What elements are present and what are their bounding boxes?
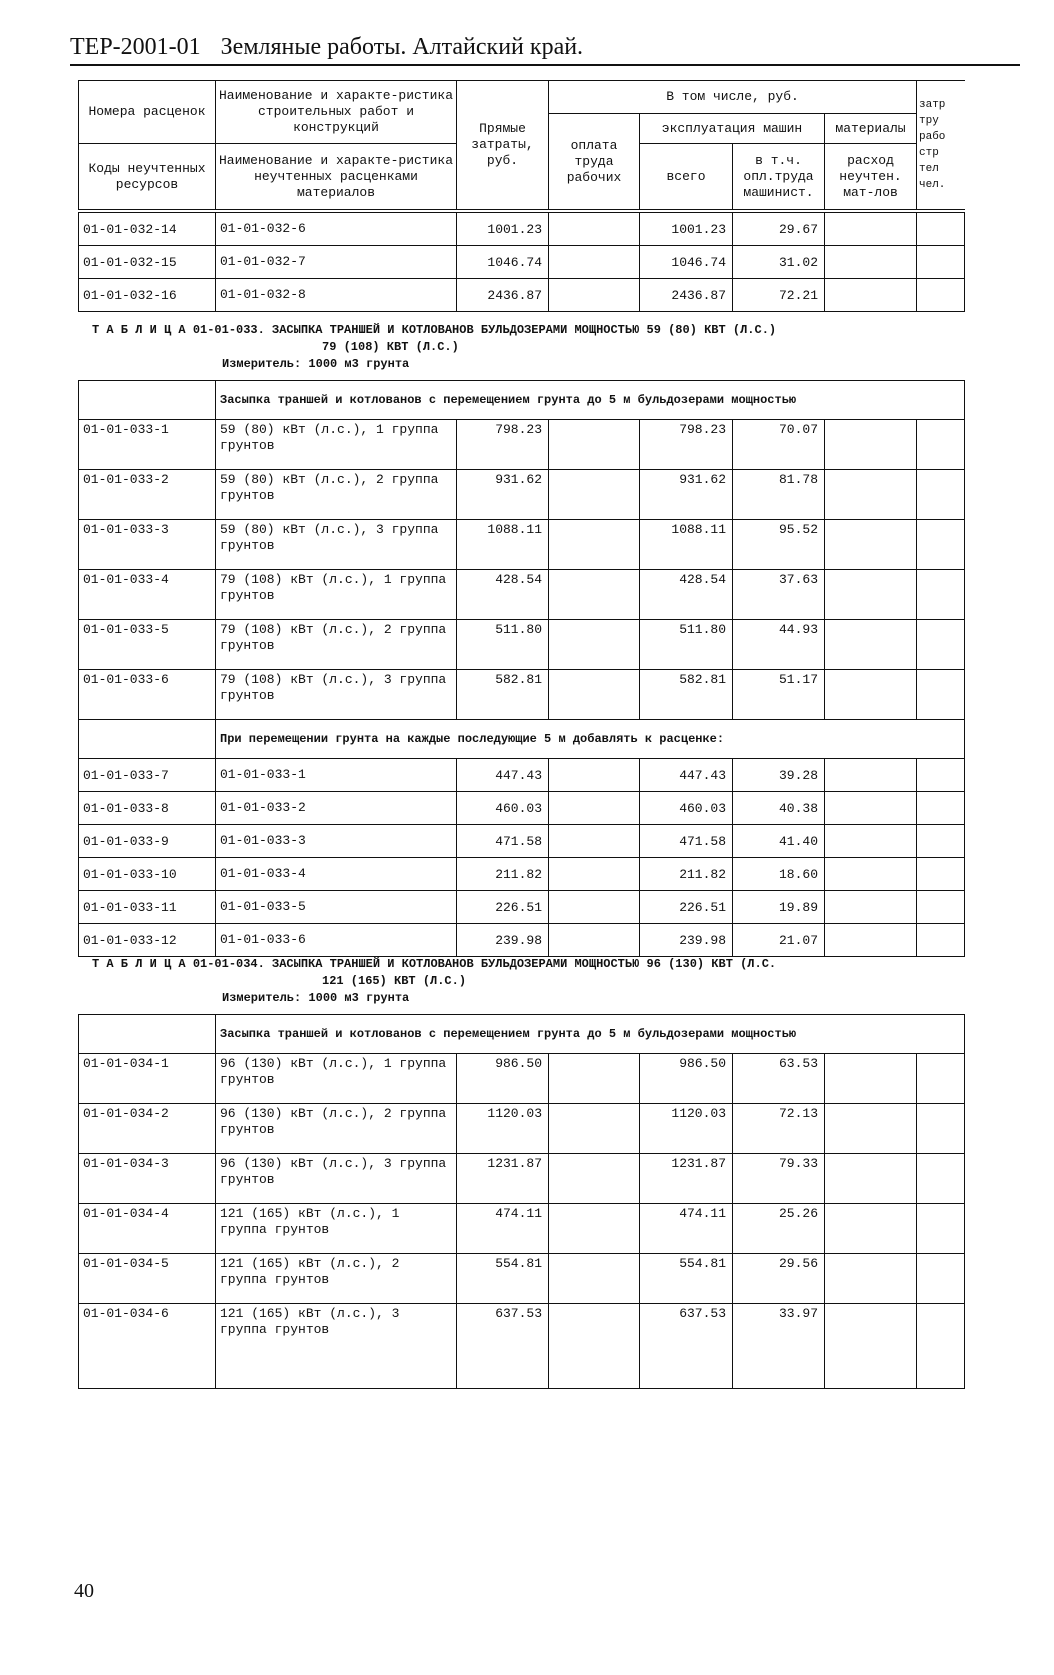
- section-title: При перемещении грунта на каждые последующие 5 м добавлять к расценке:: [216, 720, 965, 759]
- table-row: [79, 891, 965, 924]
- rate-name: 121 (165) кВт (л.с.), 3 группа грунтов: [216, 1304, 457, 1389]
- header-material-consumption: расход неучтен. мат-лов: [825, 144, 917, 210]
- materials-consumption: [825, 1204, 917, 1254]
- machines-total: 447.43: [640, 759, 733, 792]
- labor-hours: [917, 246, 965, 279]
- rate-name: 01-01-033-6: [216, 924, 457, 957]
- rate-code: 01-01-034-2: [79, 1104, 216, 1154]
- labor-hours: [917, 670, 965, 720]
- operator-wages: 18.60: [733, 858, 825, 891]
- page-number: 40: [74, 1580, 94, 1602]
- header-rule: [70, 64, 1020, 66]
- table-row: [79, 858, 965, 891]
- table-row: [79, 279, 965, 312]
- operator-wages: 44.93: [733, 620, 825, 670]
- rate-name: 01-01-032-8: [216, 279, 457, 312]
- labor-hours: [917, 470, 965, 520]
- rate-name: 121 (165) кВт (л.с.), 2 группа грунтов: [216, 1254, 457, 1304]
- materials-consumption: [825, 670, 917, 720]
- table-row: [79, 759, 965, 792]
- rate-code: 01-01-034-1: [79, 1054, 216, 1104]
- machines-total: 931.62: [640, 470, 733, 520]
- rate-code: 01-01-034-3: [79, 1154, 216, 1204]
- labor-cost: [549, 246, 640, 279]
- table-row: [79, 924, 965, 957]
- direct-cost: 226.51: [457, 891, 549, 924]
- header-direct-costs: Прямые затраты, руб.: [457, 81, 549, 210]
- table-row: [79, 1254, 965, 1304]
- labor-cost: [549, 924, 640, 957]
- materials-consumption: [825, 470, 917, 520]
- rate-name: 96 (130) кВт (л.с.), 3 группа грунтов: [216, 1154, 457, 1204]
- rate-code: 01-01-033-2: [79, 470, 216, 520]
- header-operator-wages: в т.ч. опл.труда машинист.: [733, 144, 825, 210]
- materials-consumption: [825, 825, 917, 858]
- materials-consumption: [825, 520, 917, 570]
- rate-code: 01-01-034-4: [79, 1204, 216, 1254]
- table-034-title-line1: Т А Б Л И Ц А 01-01-034. ЗАСЫПКА ТРАНШЕЙ И КОТЛОВАНОВ БУЛЬДОЗЕРАМИ МОЩНОСТЬЮ 96 (130) КВТ (Л.С.: [92, 957, 777, 971]
- rate-name: 01-01-032-7: [216, 246, 457, 279]
- operator-wages: 29.56: [733, 1254, 825, 1304]
- labor-cost: [549, 1254, 640, 1304]
- operator-wages: 81.78: [733, 470, 825, 520]
- table-row: [79, 792, 965, 825]
- table-034-title-line2: 121 (165) КВТ (Л.С.): [322, 974, 467, 988]
- column-header-table: [78, 80, 965, 210]
- materials-consumption: [825, 858, 917, 891]
- labor-cost: [549, 1204, 640, 1254]
- rate-code: 01-01-033-8: [79, 792, 216, 825]
- table-033-title-line2: 79 (108) КВТ (Л.С.): [322, 340, 459, 354]
- table-row: [79, 1154, 965, 1204]
- table-row: [79, 1204, 965, 1254]
- rate-code: 01-01-033-3: [79, 520, 216, 570]
- table-033: [78, 380, 965, 957]
- direct-cost: 447.43: [457, 759, 549, 792]
- section-spacer: [79, 720, 216, 759]
- rate-code: 01-01-032-15: [79, 246, 216, 279]
- labor-cost: [549, 620, 640, 670]
- rate-code: 01-01-033-1: [79, 420, 216, 470]
- machines-total: 226.51: [640, 891, 733, 924]
- rate-code: 01-01-034-5: [79, 1254, 216, 1304]
- rate-name: 01-01-033-5: [216, 891, 457, 924]
- labor-hours: [917, 759, 965, 792]
- materials-consumption: [825, 1104, 917, 1154]
- labor-hours: [917, 1204, 965, 1254]
- table-row: [79, 670, 965, 720]
- operator-wages: 37.63: [733, 570, 825, 620]
- labor-hours: [917, 1304, 965, 1389]
- rate-name: 59 (80) кВт (л.с.), 3 группа грунтов: [216, 520, 457, 570]
- labor-cost: [549, 825, 640, 858]
- header-unaccounted-codes: Коды неучтенных ресурсов: [79, 144, 216, 210]
- section-row: [79, 720, 965, 759]
- document-code: ТЕР-2001-01: [70, 34, 201, 60]
- section-row: [79, 1015, 965, 1054]
- materials-consumption: [825, 1254, 917, 1304]
- labor-hours: [917, 792, 965, 825]
- materials-consumption: [825, 279, 917, 312]
- labor-hours: [917, 924, 965, 957]
- labor-cost: [549, 213, 640, 246]
- labor-hours: [917, 279, 965, 312]
- direct-cost: 931.62: [457, 470, 549, 520]
- labor-cost: [549, 759, 640, 792]
- table-033-title-line1: Т А Б Л И Ц А 01-01-033. ЗАСЫПКА ТРАНШЕЙ И КОТЛОВАНОВ БУЛЬДОЗЕРАМИ МОЩНОСТЬЮ 59 (80) КВТ (Л.С.): [92, 323, 777, 337]
- labor-cost: [549, 858, 640, 891]
- machines-total: 474.11: [640, 1204, 733, 1254]
- table-row: [79, 570, 965, 620]
- direct-cost: 1046.74: [457, 246, 549, 279]
- machines-total: 211.82: [640, 858, 733, 891]
- table-row: [79, 1054, 965, 1104]
- table-033-title: [92, 322, 1012, 373]
- labor-hours: [917, 1104, 965, 1154]
- rate-code: 01-01-033-12: [79, 924, 216, 957]
- operator-wages: 39.28: [733, 759, 825, 792]
- materials-consumption: [825, 891, 917, 924]
- rate-name: 01-01-033-3: [216, 825, 457, 858]
- rate-name: 96 (130) кВт (л.с.), 2 группа грунтов: [216, 1104, 457, 1154]
- direct-cost: 471.58: [457, 825, 549, 858]
- machines-total: 471.58: [640, 825, 733, 858]
- rate-code: 01-01-033-6: [79, 670, 216, 720]
- document-title: Земляные работы. Алтайский край.: [220, 34, 584, 60]
- labor-hours: [917, 1054, 965, 1104]
- rate-code: 01-01-032-14: [79, 213, 216, 246]
- materials-consumption: [825, 620, 917, 670]
- materials-consumption: [825, 246, 917, 279]
- machines-total: 511.80: [640, 620, 733, 670]
- direct-cost: 582.81: [457, 670, 549, 720]
- header-work-name: Наименование и характе-ристика строительных работ и конструкций: [216, 81, 457, 144]
- direct-cost: 1088.11: [457, 520, 549, 570]
- rate-name: 01-01-032-6: [216, 213, 457, 246]
- rate-name: 96 (130) кВт (л.с.), 1 группа грунтов: [216, 1054, 457, 1104]
- header-machines-total: всего: [640, 144, 733, 210]
- operator-wages: 19.89: [733, 891, 825, 924]
- machines-total: 1046.74: [640, 246, 733, 279]
- section-spacer: [79, 381, 216, 420]
- rate-name: 01-01-033-2: [216, 792, 457, 825]
- labor-hours: [917, 213, 965, 246]
- direct-cost: 1231.87: [457, 1154, 549, 1204]
- operator-wages: 95.52: [733, 520, 825, 570]
- operator-wages: 33.97: [733, 1304, 825, 1389]
- operator-wages: 40.38: [733, 792, 825, 825]
- materials-consumption: [825, 213, 917, 246]
- direct-cost: 474.11: [457, 1204, 549, 1254]
- table-034: [78, 1014, 965, 1389]
- section-row: [79, 381, 965, 420]
- machines-total: 986.50: [640, 1054, 733, 1104]
- rate-name: 01-01-033-1: [216, 759, 457, 792]
- table-row: [79, 213, 965, 246]
- operator-wages: 79.33: [733, 1154, 825, 1204]
- direct-cost: 1120.03: [457, 1104, 549, 1154]
- machines-total: 428.54: [640, 570, 733, 620]
- direct-cost: 798.23: [457, 420, 549, 470]
- direct-cost: 637.53: [457, 1304, 549, 1389]
- labor-cost: [549, 420, 640, 470]
- materials-consumption: [825, 570, 917, 620]
- machines-total: 582.81: [640, 670, 733, 720]
- labor-hours: [917, 420, 965, 470]
- section-spacer: [79, 1015, 216, 1054]
- rate-code: 01-01-033-11: [79, 891, 216, 924]
- materials-consumption: [825, 792, 917, 825]
- direct-cost: 428.54: [457, 570, 549, 620]
- labor-cost: [549, 1104, 640, 1154]
- header-labor-wages: оплата труда рабочих: [549, 114, 640, 210]
- rate-code: 01-01-033-10: [79, 858, 216, 891]
- labor-hours: [917, 570, 965, 620]
- rate-name: 79 (108) кВт (л.с.), 2 группа грунтов: [216, 620, 457, 670]
- operator-wages: 21.07: [733, 924, 825, 957]
- labor-cost: [549, 279, 640, 312]
- header-including: В том числе, руб.: [549, 81, 917, 114]
- direct-cost: 2436.87: [457, 279, 549, 312]
- header-rate-numbers: Номера расценок: [79, 81, 216, 144]
- materials-consumption: [825, 1154, 917, 1204]
- labor-hours: [917, 1254, 965, 1304]
- rate-name: 59 (80) кВт (л.с.), 2 группа грунтов: [216, 470, 457, 520]
- labor-hours: [917, 1154, 965, 1204]
- machines-total: 239.98: [640, 924, 733, 957]
- labor-hours: [917, 620, 965, 670]
- running-header: [70, 34, 1020, 61]
- labor-cost: [549, 891, 640, 924]
- direct-cost: 986.50: [457, 1054, 549, 1104]
- machines-total: 554.81: [640, 1254, 733, 1304]
- direct-cost: 554.81: [457, 1254, 549, 1304]
- machines-total: 637.53: [640, 1304, 733, 1389]
- labor-cost: [549, 1154, 640, 1204]
- rate-name: 121 (165) кВт (л.с.), 1 группа грунтов: [216, 1204, 457, 1254]
- table-033-meter: Измеритель: 1000 м3 грунта: [222, 357, 410, 371]
- rate-name: 79 (108) кВт (л.с.), 1 группа грунтов: [216, 570, 457, 620]
- materials-consumption: [825, 924, 917, 957]
- materials-consumption: [825, 759, 917, 792]
- rate-code: 01-01-033-7: [79, 759, 216, 792]
- machines-total: 1001.23: [640, 213, 733, 246]
- machines-total: 460.03: [640, 792, 733, 825]
- table-row: [79, 520, 965, 570]
- machines-total: 2436.87: [640, 279, 733, 312]
- table-034-meter: Измеритель: 1000 м3 грунта: [222, 991, 410, 1005]
- operator-wages: 41.40: [733, 825, 825, 858]
- rate-code: 01-01-033-5: [79, 620, 216, 670]
- direct-cost: 239.98: [457, 924, 549, 957]
- section-title: Засыпка траншей и котлованов с перемещением грунта до 5 м бульдозерами мощностью: [216, 1015, 965, 1054]
- table-032-rows: [78, 212, 965, 312]
- table-row: [79, 470, 965, 520]
- labor-hours: [917, 858, 965, 891]
- materials-consumption: [825, 1054, 917, 1104]
- materials-consumption: [825, 420, 917, 470]
- operator-wages: 63.53: [733, 1054, 825, 1104]
- labor-hours: [917, 520, 965, 570]
- table-row: [79, 246, 965, 279]
- rate-name: 79 (108) кВт (л.с.), 3 группа грунтов: [216, 670, 457, 720]
- direct-cost: 511.80: [457, 620, 549, 670]
- rate-name: 59 (80) кВт (л.с.), 1 группа грунтов: [216, 420, 457, 470]
- direct-cost: 211.82: [457, 858, 549, 891]
- table-row: [79, 420, 965, 470]
- operator-wages: 29.67: [733, 213, 825, 246]
- labor-cost: [549, 1304, 640, 1389]
- labor-cost: [549, 570, 640, 620]
- table-034-title: [92, 956, 1012, 1007]
- labor-cost: [549, 520, 640, 570]
- operator-wages: 72.21: [733, 279, 825, 312]
- labor-cost: [549, 1054, 640, 1104]
- table-row: [79, 1104, 965, 1154]
- direct-cost: 460.03: [457, 792, 549, 825]
- machines-total: 1088.11: [640, 520, 733, 570]
- table-row: [79, 1304, 965, 1389]
- table-row: [79, 825, 965, 858]
- labor-hours: [917, 891, 965, 924]
- materials-consumption: [825, 1304, 917, 1389]
- machines-total: 1231.87: [640, 1154, 733, 1204]
- operator-wages: 25.26: [733, 1204, 825, 1254]
- rate-code: 01-01-034-6: [79, 1304, 216, 1389]
- operator-wages: 51.17: [733, 670, 825, 720]
- table-row: [79, 620, 965, 670]
- rate-code: 01-01-033-4: [79, 570, 216, 620]
- operator-wages: 31.02: [733, 246, 825, 279]
- rate-name: 01-01-033-4: [216, 858, 457, 891]
- header-unaccounted-names: Наименование и характе-ристика неучтенных расценками материалов: [216, 144, 457, 210]
- machines-total: 798.23: [640, 420, 733, 470]
- direct-cost: 1001.23: [457, 213, 549, 246]
- machines-total: 1120.03: [640, 1104, 733, 1154]
- header-machine-operation: эксплуатация машин: [640, 114, 825, 144]
- labor-cost: [549, 792, 640, 825]
- section-title: Засыпка траншей и котлованов с перемещением грунта до 5 м бульдозерами мощностью: [216, 381, 965, 420]
- labor-cost: [549, 670, 640, 720]
- header-labor-costs-cut: затр тру рабо стр тел чел.: [917, 81, 965, 210]
- labor-hours: [917, 825, 965, 858]
- labor-cost: [549, 470, 640, 520]
- operator-wages: 72.13: [733, 1104, 825, 1154]
- rate-code: 01-01-032-16: [79, 279, 216, 312]
- operator-wages: 70.07: [733, 420, 825, 470]
- header-materials: материалы: [825, 114, 917, 144]
- rate-code: 01-01-033-9: [79, 825, 216, 858]
